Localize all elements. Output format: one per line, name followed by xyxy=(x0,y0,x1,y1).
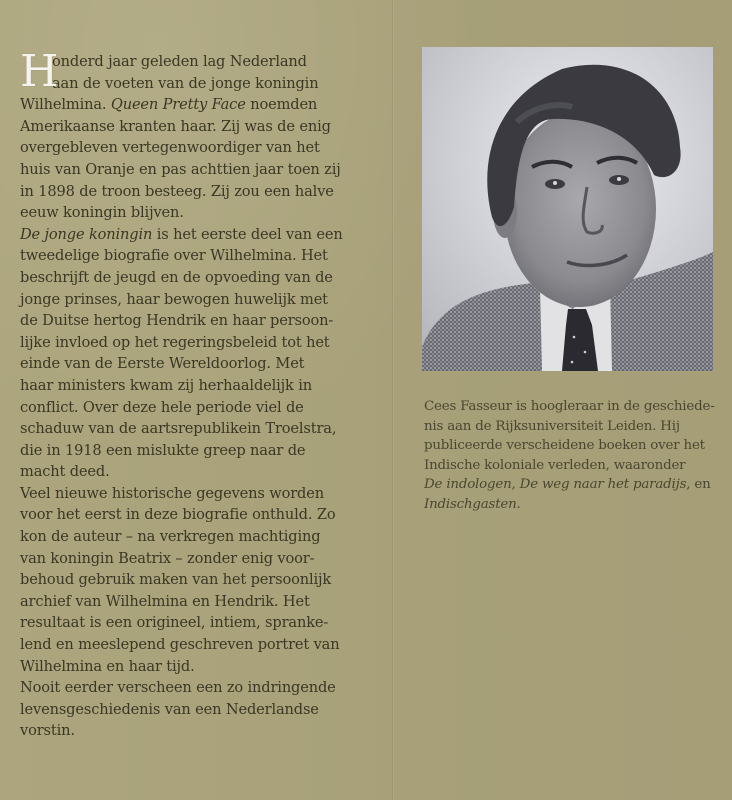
text-line: lend en meeslepend geschreven portret van xyxy=(20,636,340,654)
text-line: conflict. Over deze hele periode viel de xyxy=(20,398,304,416)
text-line: resultaat is een origineel, intiem, spranke- xyxy=(20,614,329,632)
text-line: overgebleven vertegenwoordiger van het xyxy=(20,139,320,157)
blurb-paragraph-1 xyxy=(20,46,392,224)
text-line: Wilhelmina en haar tijd. xyxy=(20,657,195,675)
book-title-italic: De weg naar het paradijs xyxy=(519,477,687,493)
text-line: van koningin Beatrix – zonder enig voor- xyxy=(20,549,315,567)
text-line: Wilhelmina. Queen Pretty Face noemden xyxy=(20,96,318,114)
portrait-illustration xyxy=(422,47,713,371)
text-line: behoud gebruik maken van het persoonlijk xyxy=(20,571,332,589)
right-flap xyxy=(394,0,732,800)
book-title-italic: De indologen xyxy=(424,477,512,493)
text-line: eeuw koningin blijven. xyxy=(20,204,184,222)
text-line: lijke invloed op het regeringsbeleid tot het xyxy=(20,333,330,351)
text-line: Cees Fasseur is hoogleraar in de geschiede- xyxy=(424,399,715,414)
text-line: Indischgasten. xyxy=(424,496,521,512)
text-line: De jonge koningin is het eerste deel van een xyxy=(20,225,343,243)
blurb-paragraph-3 xyxy=(20,483,392,677)
text-line: einde van de Eerste Wereldoorlog. Met xyxy=(20,355,305,373)
author-photo xyxy=(422,47,713,371)
text-line: levensgeschiedenis van een Nederlandse xyxy=(20,700,319,718)
blurb-paragraph-2 xyxy=(20,224,392,483)
text-line: Veel nieuwe historische gegevens worden xyxy=(20,484,324,502)
text-line: in 1898 de troon besteeg. Zij zou een halve xyxy=(20,182,334,200)
blurb-paragraph-4 xyxy=(20,677,392,742)
text-line: publiceerde verscheidene boeken over het xyxy=(424,438,705,454)
text-line: tweedelige biografie over Wilhelmina. Het xyxy=(20,247,328,265)
text-line: haar ministers kwam zij herhaaldelijk in xyxy=(20,376,312,394)
text-line: macht deed. xyxy=(20,463,110,481)
text-line: De indologen, De weg naar het paradijs, en xyxy=(424,477,711,493)
text-line: onderd jaar geleden lag Nederland xyxy=(52,53,307,70)
text-line: beschrijft de jeugd en de opvoeding van de xyxy=(20,268,333,286)
text-line: huis van Oranje en pas achttien jaar toen zij xyxy=(20,160,341,178)
text-line: archief van Wilhelmina en Hendrik. Het xyxy=(20,592,310,610)
text-line: nis aan de Rijksuniversiteit Leiden. Hij xyxy=(424,418,680,434)
text-line: schaduw van de aartsrepublikein Troelstra, xyxy=(20,420,337,438)
text-line: de Duitse hertog Hendrik en haar persoon- xyxy=(20,312,334,330)
text-line: jonge prinses, haar bewogen huwelijk met xyxy=(20,290,328,308)
book-title-italic: Indischgasten xyxy=(424,496,517,512)
text-line: die in 1918 een mislukte greep naar de xyxy=(20,441,306,459)
italic-phrase: Queen Pretty Face xyxy=(110,96,246,114)
book-blurb xyxy=(20,46,392,742)
text-line: Indische koloniale verleden, waaronder xyxy=(424,457,686,473)
text-line: vorstin. xyxy=(20,722,75,740)
text-line: kon de auteur – na verkregen machtiging xyxy=(20,528,321,546)
drop-cap: H xyxy=(20,46,59,97)
text-line: Amerikaanse kranten haar. Zij was de enig xyxy=(20,117,331,135)
book-title-italic: De jonge koningin xyxy=(20,225,153,243)
author-bio xyxy=(424,397,724,515)
text-line: aan de voeten van de jonge koningin xyxy=(52,74,319,92)
text-line: Nooit eerder verscheen een zo indringende xyxy=(20,679,336,697)
text-line: voor het eerst in deze biografie onthuld. Zo xyxy=(20,506,336,524)
